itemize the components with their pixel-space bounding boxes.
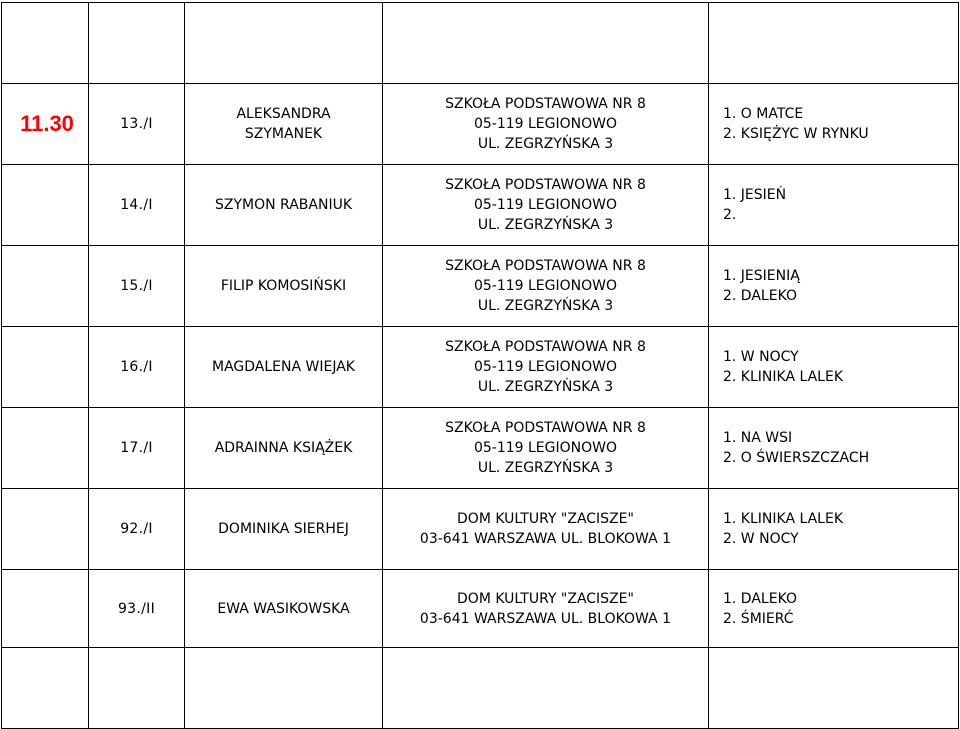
repertoire-cell xyxy=(709,570,959,648)
institution-cell xyxy=(383,246,709,327)
empty-cell xyxy=(185,648,383,729)
table-row xyxy=(2,408,959,489)
repertoire-line: 1. O MATCE xyxy=(723,106,804,122)
institution-line: DOM KULTURY "ZACISZE" xyxy=(457,590,634,607)
table-row xyxy=(2,327,959,408)
repertoire-cell xyxy=(709,246,959,327)
empty-cell xyxy=(709,648,959,729)
repertoire-line: 1. JESIEŃ xyxy=(723,187,787,203)
time-cell: 11.30 xyxy=(2,84,89,165)
performer-name-line: SZYMANEK xyxy=(244,126,323,142)
institution-line: UL. ZEGRZYŃSKA 3 xyxy=(477,136,614,152)
empty-cell xyxy=(383,648,709,729)
schedule-table xyxy=(1,2,959,729)
performer-name-line: EWA WASIKOWSKA xyxy=(217,600,350,617)
entry-number-cell: 14./I xyxy=(89,165,185,246)
empty-cell xyxy=(709,3,959,84)
entry-number-cell: 92./I xyxy=(89,489,185,570)
performer-name-line: FILIP KOMOSIŃSKI xyxy=(220,278,347,294)
repertoire-line: 1. KLINIKA LALEK xyxy=(723,511,844,527)
repertoire-line: 2. O ŚWIERSZCZACH xyxy=(723,450,870,466)
repertoire-line: 2. KLINIKA LALEK xyxy=(723,369,844,385)
empty-bottom-row xyxy=(2,648,959,729)
institution-line: 05-119 LEGIONOWO xyxy=(473,197,618,213)
institution-cell xyxy=(383,327,709,408)
institution-line: 03-641 WARSZAWA UL. BLOKOWA 1 xyxy=(419,610,672,627)
institution-line: UL. ZEGRZYŃSKA 3 xyxy=(477,217,614,233)
entry-number-cell: 13./I xyxy=(89,84,185,165)
institution-line: 03-641 WARSZAWA UL. BLOKOWA 1 xyxy=(419,531,672,547)
time-cell xyxy=(2,570,89,648)
repertoire-line: 1. DALEKO xyxy=(723,590,797,607)
institution-line: UL. ZEGRZYŃSKA 3 xyxy=(477,379,614,395)
institution-cell xyxy=(383,570,709,648)
institution-cell xyxy=(383,84,709,165)
time-cell xyxy=(2,408,89,489)
institution-line: SZKOŁA PODSTAWOWA NR 8 xyxy=(445,258,646,274)
repertoire-cell xyxy=(709,489,959,570)
entry-number-cell: 16./I xyxy=(89,327,185,408)
institution-line: 05-119 LEGIONOWO xyxy=(473,359,618,375)
performer-name-cell xyxy=(185,489,383,570)
performer-name-line: ADRAINNA KSIĄŻEK xyxy=(214,440,353,456)
performer-name-line: MAGDALENA WIEJAK xyxy=(212,359,355,375)
time-cell xyxy=(2,165,89,246)
repertoire-line: 2. DALEKO xyxy=(723,288,797,304)
repertoire-line: 2. W NOCY xyxy=(723,531,799,547)
empty-cell xyxy=(383,3,709,84)
empty-top-row xyxy=(2,3,959,84)
institution-line: 05-119 LEGIONOWO xyxy=(473,278,618,294)
performer-name-cell xyxy=(185,84,383,165)
repertoire-line: 2. KSIĘŻYC W RYNKU xyxy=(723,126,869,142)
performer-name-cell xyxy=(185,327,383,408)
table-row xyxy=(2,165,959,246)
performer-name-line: SZYMON RABANIUK xyxy=(215,197,352,213)
institution-cell xyxy=(383,165,709,246)
performer-name-cell xyxy=(185,246,383,327)
time-cell xyxy=(2,327,89,408)
repertoire-line: 1. NA WSI xyxy=(723,430,793,446)
institution-line: DOM KULTURY "ZACISZE" xyxy=(457,511,634,527)
empty-cell xyxy=(2,648,89,729)
entry-number-cell: 17./I xyxy=(89,408,185,489)
performer-name-line: ALEKSANDRA xyxy=(236,106,331,122)
table-row xyxy=(2,489,959,570)
performer-name-line: DOMINIKA SIERHEJ xyxy=(218,521,349,537)
repertoire-cell xyxy=(709,165,959,246)
institution-cell xyxy=(383,408,709,489)
table-row xyxy=(2,84,959,165)
institution-line: UL. ZEGRZYŃSKA 3 xyxy=(477,298,614,314)
empty-cell xyxy=(89,3,185,84)
institution-cell xyxy=(383,489,709,570)
repertoire-cell xyxy=(709,408,959,489)
entry-number-cell: 93./II xyxy=(89,570,185,648)
repertoire-line: 1. W NOCY xyxy=(723,349,799,365)
institution-line: SZKOŁA PODSTAWOWA NR 8 xyxy=(445,96,646,112)
time-cell xyxy=(2,246,89,327)
performer-name-cell xyxy=(185,408,383,489)
institution-line: SZKOŁA PODSTAWOWA NR 8 xyxy=(445,339,646,355)
institution-line: SZKOŁA PODSTAWOWA NR 8 xyxy=(445,177,646,193)
repertoire-cell xyxy=(709,84,959,165)
schedule-body xyxy=(2,3,959,729)
institution-line: UL. ZEGRZYŃSKA 3 xyxy=(477,460,614,476)
institution-line: 05-119 LEGIONOWO xyxy=(473,440,618,456)
performer-name-cell xyxy=(185,570,383,648)
repertoire-line: 2. xyxy=(723,207,737,223)
repertoire-line: 1. JESIENIĄ xyxy=(723,268,800,284)
empty-cell xyxy=(89,648,185,729)
institution-line: 05-119 LEGIONOWO xyxy=(473,116,618,132)
repertoire-cell xyxy=(709,327,959,408)
time-cell xyxy=(2,489,89,570)
performer-name-cell xyxy=(185,165,383,246)
empty-cell xyxy=(2,3,89,84)
empty-cell xyxy=(185,3,383,84)
entry-number-cell: 15./I xyxy=(89,246,185,327)
table-row xyxy=(2,570,959,648)
table-row xyxy=(2,246,959,327)
repertoire-line: 2. ŚMIERĆ xyxy=(723,610,794,627)
institution-line: SZKOŁA PODSTAWOWA NR 8 xyxy=(445,420,646,436)
